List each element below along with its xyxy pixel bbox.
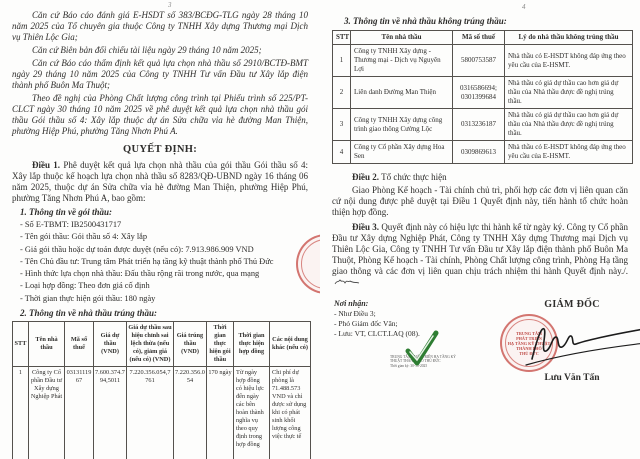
winner-stt: 1 (13, 367, 29, 459)
loser-row-2 (333, 77, 633, 109)
package-method: - Hình thức lựa chọn nhà thầu: Đấu thầu rộng rãi trong nước, qua mạng (20, 269, 260, 279)
winner-col-stt: STT (13, 322, 29, 367)
article-2-title: Tổ chức thực hiện (379, 172, 447, 182)
loser-table (332, 30, 633, 164)
loser-3-reason: Nhà thầu có giá dự thầu cao hơn giá dự thầu của Nhà thầu được đề nghị trúng thầu. (505, 109, 633, 141)
article-1-label: Điều 1. (32, 160, 61, 170)
basis-paragraph-3: Căn cứ Báo cáo thẩm định kết quả lựa chọn nhà thầu số 2910/BCTĐ-BMT ngày 29 tháng 10 năm 2025 của Công ty TNHH Tư vấn Đầu tư Xây lắp điện thành phố Buôn Ma Thuột; (12, 58, 308, 90)
loser-3-tax: 0313236187 (453, 109, 505, 141)
article-3-text: Quyết định này có hiệu lực thi hành kể từ ngày ký. Công ty Cổ phần Đầu tư Xây dựng Nghiệp Phát, Công ty TNHH Xây dựng Thương mại Dịch vụ Thiên Lộc Gia, Công ty TNHH Tư vấn Đầu tư Xây lắp điện thành phố Buôn Ma Thuột, Phòng Kế hoạch - Tài chính, Phòng Chất lượng công trình, Phòng Hạ tầng giao thông và các đơn vị liên quan chịu trách nhiệm thi hành Quyết định này./. (332, 222, 628, 276)
loser-row-4 (333, 141, 633, 164)
loser-row-3 (333, 109, 633, 141)
loser-4-name: Công ty Cổ phần Xây dựng Hoa Sen (351, 141, 453, 164)
section-3-title: 3. Thông tin về nhà thầu không trúng thầu: (344, 16, 507, 26)
section-2-title: 2. Thông tin về nhà thầu trúng thầu: (20, 308, 158, 319)
page-number-right: 4 (522, 3, 526, 11)
signature-zone (332, 299, 628, 459)
winner-contract-time: Từ ngày hợp đồng có hiệu lực đến ngày các bên hoàn thành nghĩa vụ theo quy định trong hợp đồng (234, 367, 270, 459)
winner-bid-price: 7.600.374.794,5011 (94, 367, 127, 459)
loser-2-stt: 2 (333, 77, 351, 109)
article-1-paragraph (12, 160, 308, 204)
loser-col-reason: Lý do nhà thầu không trúng thầu (505, 31, 633, 45)
loser-1-tax: 5800753587 (453, 45, 505, 77)
winner-award-price: 7.220.356.054 (174, 367, 207, 459)
stamp-line-1: TRUNG TÂM (516, 330, 542, 336)
article-2-label: Điều 2. (352, 172, 379, 182)
loser-1-name: Công ty TNHH Xây dựng - Thương mại - Dịch vụ Nguyên Lợi (351, 45, 453, 77)
stamp-line-4: THÀNH PHỐ (516, 345, 542, 351)
loser-2-reason: Nhà thầu có giá dự thầu cao hơn giá dự thầu của Nhà thầu được đề nghị trúng thầu. (505, 77, 633, 109)
winner-col-bid-price: Giá dự thầu (VND) (94, 322, 127, 367)
winner-col-tax: Mã số thuế (65, 322, 94, 367)
winner-col-contract-time: Thời gian thực hiện hợp đồng (234, 322, 270, 367)
winner-table-header-row (13, 322, 311, 367)
stamp-line-3: HẠ TẦNG KỸ THUẬT (507, 340, 551, 346)
package-price: - Giá gói thầu hoặc dự toán được duyệt (nếu có): 7.913.986.909 VND (20, 244, 254, 254)
winner-col-name: Tên nhà thầu (29, 322, 65, 367)
loser-3-stt: 3 (333, 109, 351, 141)
dsig-line-2: THUẬT THÀNH PHỐ THỦ ĐỨC (390, 359, 441, 364)
director-signature (524, 315, 640, 370)
section-1-title: 1. Thông tin về gói thầu: (20, 207, 113, 217)
page-4-content (320, 0, 640, 459)
loser-1-stt: 1 (333, 45, 351, 77)
winner-tax: 0313111967 (65, 367, 94, 459)
recipient-line-2: - Phó Giám đốc Vân; (334, 319, 398, 328)
winner-package-time: 170 ngày (207, 367, 234, 459)
article-2-paragraph: Giao Phòng Kế hoạch - Tài chính chủ trì, phối hợp các đơn vị liên quan căn cứ nội dung được phê duyệt tại Điều 1 Quyết định này, tiến hành tổ chức hoàn thiện hợp đồng. (332, 185, 628, 217)
winner-col-award-price: Giá trúng thầu (VND) (174, 322, 207, 367)
winner-col-other: Các nội dung khác (nếu có) (270, 322, 311, 367)
dsig-line-3: Thời gian ký: 30-10-2025 (390, 363, 428, 368)
winner-name: Công ty Cổ phần Đầu tư Xây dựng Nghiệp Phát (29, 367, 65, 459)
basis-paragraph-1: Căn cứ Báo cáo đánh giá E-HSDT số 383/BCĐG-TLG ngày 28 tháng 10 năm 2025 của Tổ chuyên gia thuộc Công ty TNHH Xây dựng Thương mại Dịch vụ Thiên Lộc Gia; (12, 10, 308, 42)
winner-table-row (13, 367, 311, 459)
loser-col-tax: Mã số thuế (453, 31, 505, 45)
loser-2-tax: 0316586694; 0301399684 (453, 77, 505, 109)
package-investor: - Tên Chủ đầu tư: Trung tâm Phát triển hạ tầng kỹ thuật thành phố Thủ Đức (20, 256, 274, 266)
package-contract-type: - Loại hợp đồng: Theo đơn giá cố định (20, 281, 150, 291)
loser-3-name: Công ty TNHH Xây dựng công trình giao thông Cường Lộc (351, 109, 453, 141)
signer-name: Lưu Văn Tấn (544, 373, 600, 383)
winner-col-package-time: Thời gian thực hiện gói thầu (207, 322, 234, 367)
handwritten-initials (334, 277, 360, 286)
loser-table-header-row (333, 31, 633, 45)
loser-2-name: Liên danh Đường Man Thiện (351, 77, 453, 109)
recipient-line-3: - Lưu: VT, CLCT.LAQ (08). (334, 329, 420, 338)
recipient-line-1: - Như Điều 3; (334, 309, 376, 318)
article-3-paragraph (332, 222, 628, 289)
basis-paragraph-2: Căn cứ Biên bản đối chiếu tài liệu ngày 29 tháng 10 năm 2025; (32, 45, 262, 55)
winner-table (12, 321, 311, 459)
decision-heading: QUYẾT ĐỊNH: (123, 144, 197, 155)
partial-red-stamp-inner-ring (301, 239, 320, 289)
stamp-line-2: PHÁT TRIỂN (516, 335, 542, 341)
loser-row-1 (333, 45, 633, 77)
article-3-label: Điều 3. (352, 222, 380, 232)
dsig-line-1: TRUNG TÂM PHÁT TRIỂN HẠ TẦNG KỸ (390, 355, 456, 359)
loser-4-reason: Nhà thầu có E-HSDT không đáp ứng theo yêu cầu của E-HSMT. (505, 141, 633, 164)
loser-4-stt: 4 (333, 141, 351, 164)
article-2-heading (332, 172, 628, 183)
page-4 (320, 0, 640, 459)
basis-paragraph-4: Theo đề nghị của Phòng Chất lượng công trình tại Phiếu trình số 225/PT-CLCT ngày 30 tháng 10 năm 2025 về phê duyệt kết quả lựa chọn nhà thầu gói thầu Gói thầu số 4: Xây lắp thuộc dự án Sửa chữa vỉa hè đường Man Thiện, phường Hiệp Phú, phường Tăng Nhơn Phú A. (12, 93, 308, 136)
recipients-title: Nơi nhận: (334, 299, 369, 308)
signer-title: GIÁM ĐỐC (544, 299, 600, 310)
page-number-left: 3 (168, 1, 172, 9)
article-1-text: Phê duyệt kết quả lựa chọn nhà thầu của gói thầu Gói thầu số 4: Xây lắp thuộc kế hoạch lựa chọn nhà thầu số 8283/QĐ-UBND ngày 16 tháng 06 năm 2025, thuộc dự án Sửa chữa vỉa hè đường Man Thiện, phường Hiệp Phú, phường Tăng Nhơn Phú A, bao gồm: (12, 160, 309, 203)
loser-col-name: Tên nhà thầu (351, 31, 453, 45)
package-duration: - Thời gian thực hiện gói thầu: 180 ngày (20, 293, 156, 303)
package-name: - Tên gói thầu: Gói thầu số 4: Xây lắp (20, 232, 148, 242)
loser-col-stt: STT (333, 31, 351, 45)
winner-col-adjusted-price: Giá dự thầu sau hiệu chỉnh sai lệch thừa (nếu có), giảm giá (nếu có) (VND) (127, 322, 174, 367)
loser-1-reason: Nhà thầu có E-HSDT không đáp ứng theo yêu cầu của E-HSMT. (505, 45, 633, 77)
winner-adjusted-price: 7.220.356.054,7761 (127, 367, 174, 459)
green-check-icon (400, 329, 442, 369)
stamp-line-5: THỦ ĐỨC (519, 350, 539, 356)
winner-other-note: Chi phí dự phòng là 71.488.573 VND và chỉ được sử dụng khi có phát sinh khối lượng công việc thực tế (270, 367, 311, 459)
package-etbmt: - Số E-TBMT: IB2500431717 (20, 220, 122, 229)
loser-4-tax: 0309869613 (453, 141, 505, 164)
